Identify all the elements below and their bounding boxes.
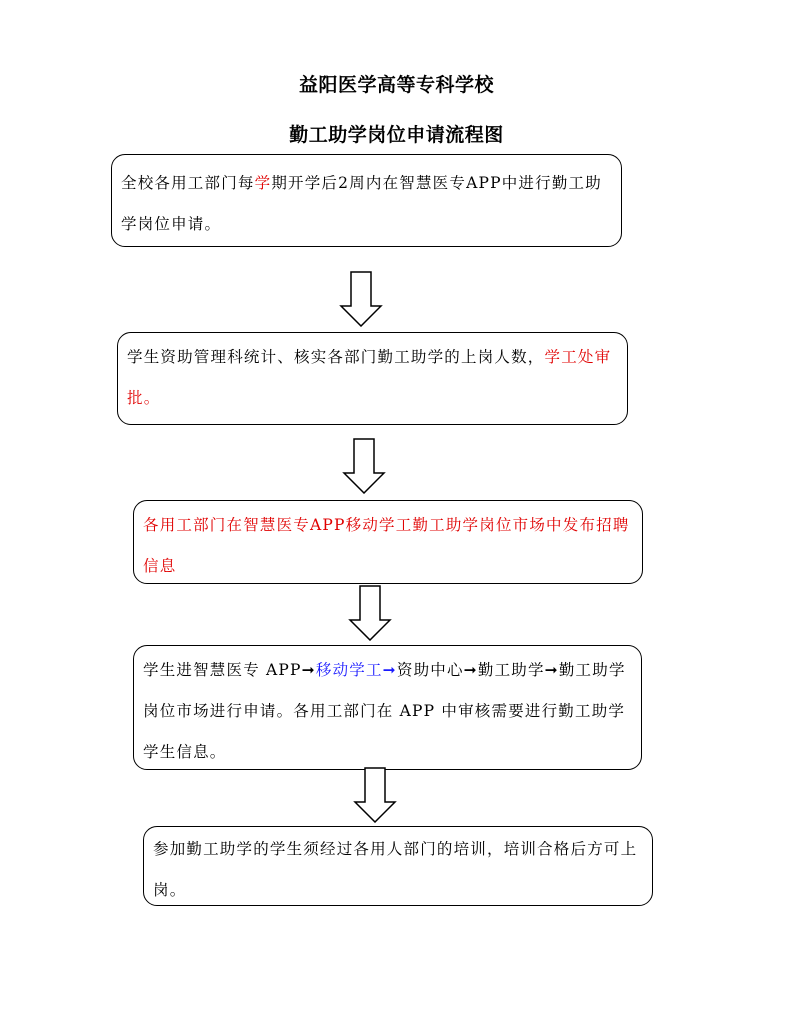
step-3-box — [133, 500, 643, 584]
step-1-box — [111, 154, 622, 247]
down-arrow-icon — [353, 767, 397, 823]
step-2-highlight-text: 学工处审批。 — [127, 348, 612, 407]
flowchart-title: 勤工助学岗位申请流程图 — [289, 124, 504, 146]
step-1-text: 全校各用工部门每 — [121, 174, 255, 192]
step-1-highlight-text: 学 — [254, 174, 272, 192]
down-arrow-icon — [339, 271, 383, 327]
school-title: 益阳医学高等专科学校 — [298, 74, 494, 96]
step-5-text: 参加勤工助学的学生须经过各用人部门的培训，培训合格后方可上岗。 — [153, 840, 638, 899]
step-5-box — [143, 826, 653, 906]
step-2-text: 学生资助管理科统计、核实各部门勤工助学的上岗人数， — [127, 348, 545, 366]
step-4-text: 学生进智慧医专 APP➞ — [143, 661, 316, 679]
step-2-box — [117, 332, 628, 425]
step-3-text: 各用工部门在智慧医专APP移动学工勤工助学岗位市场中发布招聘信息 — [143, 516, 630, 575]
step-4-box — [133, 645, 642, 770]
step-4-text-cont: 资助中心➞勤工助学➞勤工助学岗位市场进行申请。各用工部门在 APP 中审核需要进行勤工助学学生信息。 — [143, 661, 626, 761]
step-4-highlight-text: 移动学工➞ — [315, 661, 397, 679]
step-1-text-cont: 期开学后2周内在智慧医专APP中进行勤工助学岗位申请。 — [121, 174, 602, 233]
down-arrow-icon — [342, 438, 386, 494]
down-arrow-icon — [348, 585, 392, 641]
